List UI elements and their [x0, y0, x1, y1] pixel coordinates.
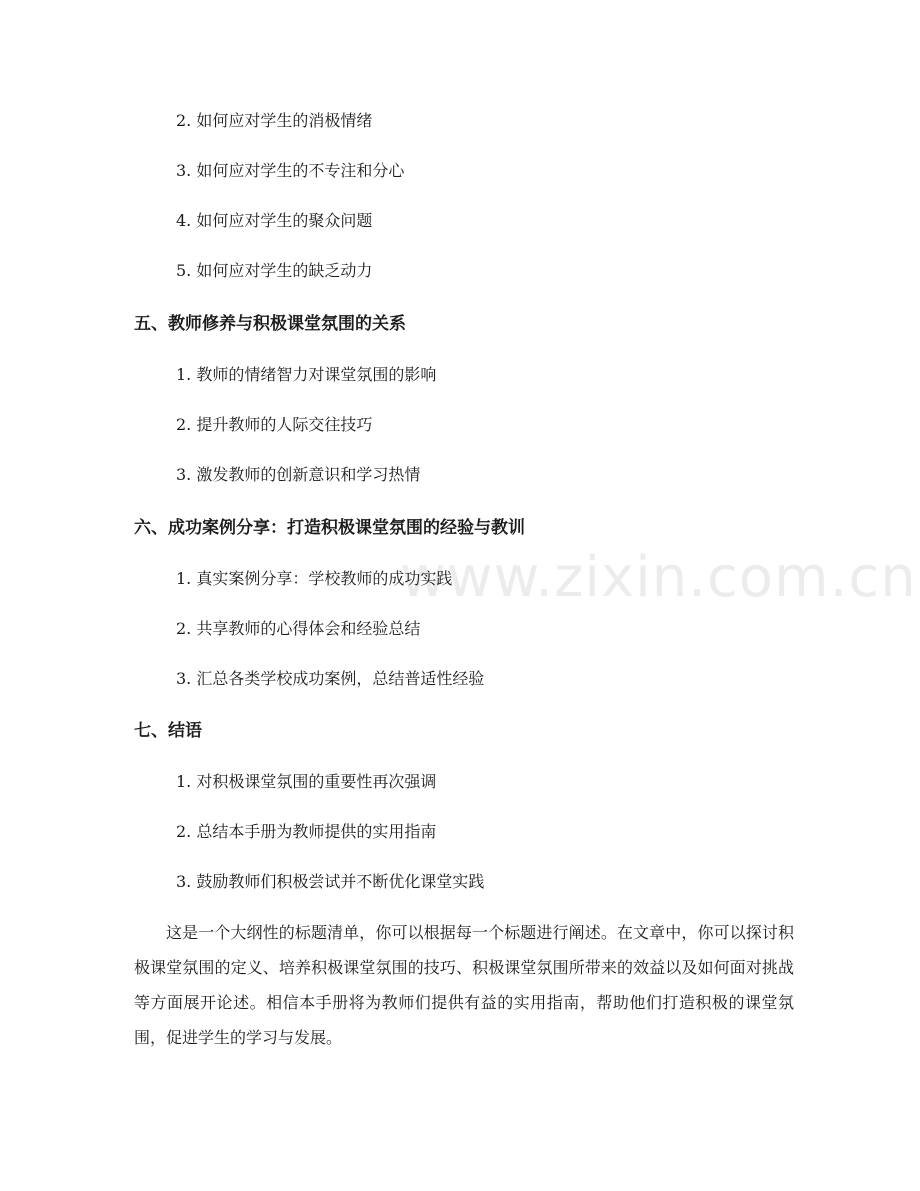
section-heading: 六、成功案例分享：打造积极课堂氛围的经验与教训 [134, 518, 525, 538]
list-item: 2. 如何应对学生的消极情绪 [176, 111, 373, 130]
closing-paragraph: 这是一个大纲性的标题清单，你可以根据每一个标题进行阐述。在文章中，你可以探讨积极课堂氛围的定义、培养积极课堂氛围的技巧、积极课堂氛围所带来的效益以及如何面对挑战等方面展开论述。相信本手册将为教师们提供有益的实用指南，帮助他们打造积极的课堂氛围，促进学生的学习与发展。 [134, 923, 794, 1047]
list-item: 4. 如何应对学生的聚众问题 [176, 211, 373, 230]
list-item: 2. 总结本手册为教师提供的实用指南 [176, 822, 437, 841]
list-item: 3. 如何应对学生的不专注和分心 [176, 161, 405, 180]
list-item: 2. 提升教师的人际交往技巧 [176, 415, 373, 434]
list-item: 3. 鼓励教师们积极尝试并不断优化课堂实践 [176, 872, 485, 891]
list-item: 2. 共享教师的心得体会和经验总结 [176, 619, 421, 638]
section-heading: 五、教师修养与积极课堂氛围的关系 [134, 314, 406, 334]
list-item: 1. 对积极课堂氛围的重要性再次强调 [176, 772, 437, 791]
list-item: 3. 激发教师的创新意识和学习热情 [176, 465, 421, 484]
list-item: 5. 如何应对学生的缺乏动力 [176, 261, 373, 280]
list-item: 1. 真实案例分享：学校教师的成功实践 [176, 569, 453, 588]
list-item: 1. 教师的情绪智力对课堂氛围的影响 [176, 365, 437, 384]
section-heading: 七、结语 [134, 721, 202, 741]
list-item: 3. 汇总各类学校成功案例，总结普适性经验 [176, 669, 485, 688]
watermark: www.zixin.com.cn [400, 545, 917, 610]
